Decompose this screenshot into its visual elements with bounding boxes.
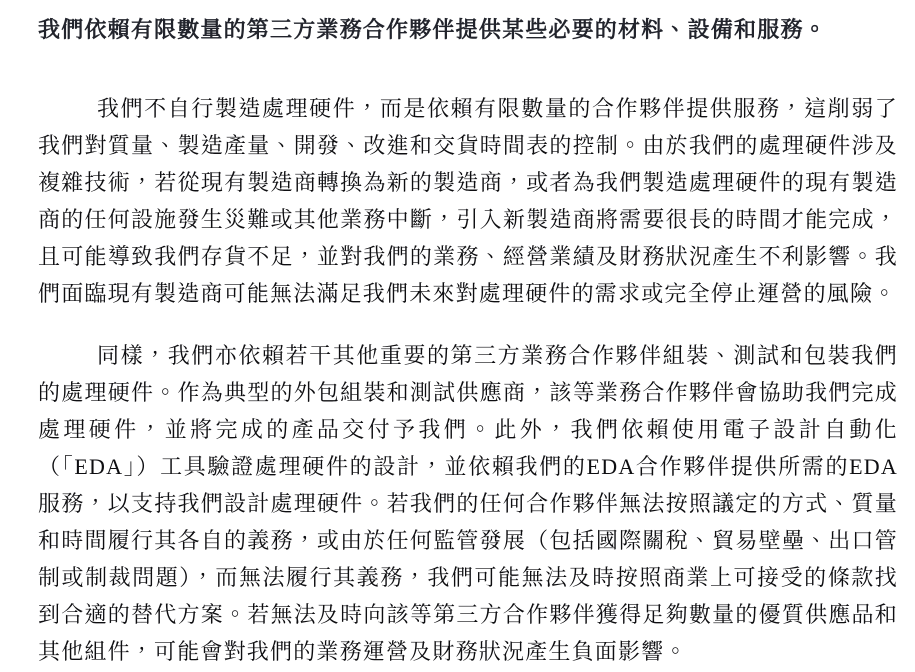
risk-paragraph-manufacturing: 我們不自行製造處理硬件，而是依賴有限數量的合作夥伴提供服務，這削弱了我們對質量、製造產量、開發、改進和交貨時間表的控制。由於我們的處理硬件涉及複雜技術，若從現有製造商轉換為新的製造商，或者為我們製造處理硬件的現有製造商的任何設施發生災難或其他業務中斷，引入新製造商將需要很長的時間才能完成，且可能導致我們存貨不足，並對我們的業務、經營業績及財務狀況產生不利影響。我們面臨現有製造商可能無法滿足我們未來對處理硬件的需求或完全停止運營的風險。 <box>38 96 898 306</box>
risk-paragraph-partners: 同樣，我們亦依賴若干其他重要的第三方業務合作夥伴組裝、測試和包裝我們的處理硬件。作為典型的外包組裝和測試供應商，該等業務合作夥伴會協助我們完成處理硬件，並將完成的產品交付予我們。此外，我們依賴使用電子設計自動化（「EDA」）工具驗證處理硬件的設計，並依賴我們的EDA合作夥伴提供所需的EDA服務，以支持我們設計處理硬件。若我們的任何合作夥伴無法按照議定的方式、質量和時間履行其各自的義務，或由於任何監管發展（包括國際關稅、貿易壁壘、出口管制或制裁問題），而無法履行其義務，我們可能無法及時按照商業上可接受的條款找到合適的替代方案。若無法及時向該等第三方合作夥伴獲得足夠數量的優質供應品和其他組件，可能會對我們的業務運營及財務狀況產生負面影響。 <box>38 343 898 664</box>
risk-factor-heading: 我們依賴有限數量的第三方業務合作夥伴提供某些必要的材料、設備和服務。 <box>38 17 827 42</box>
